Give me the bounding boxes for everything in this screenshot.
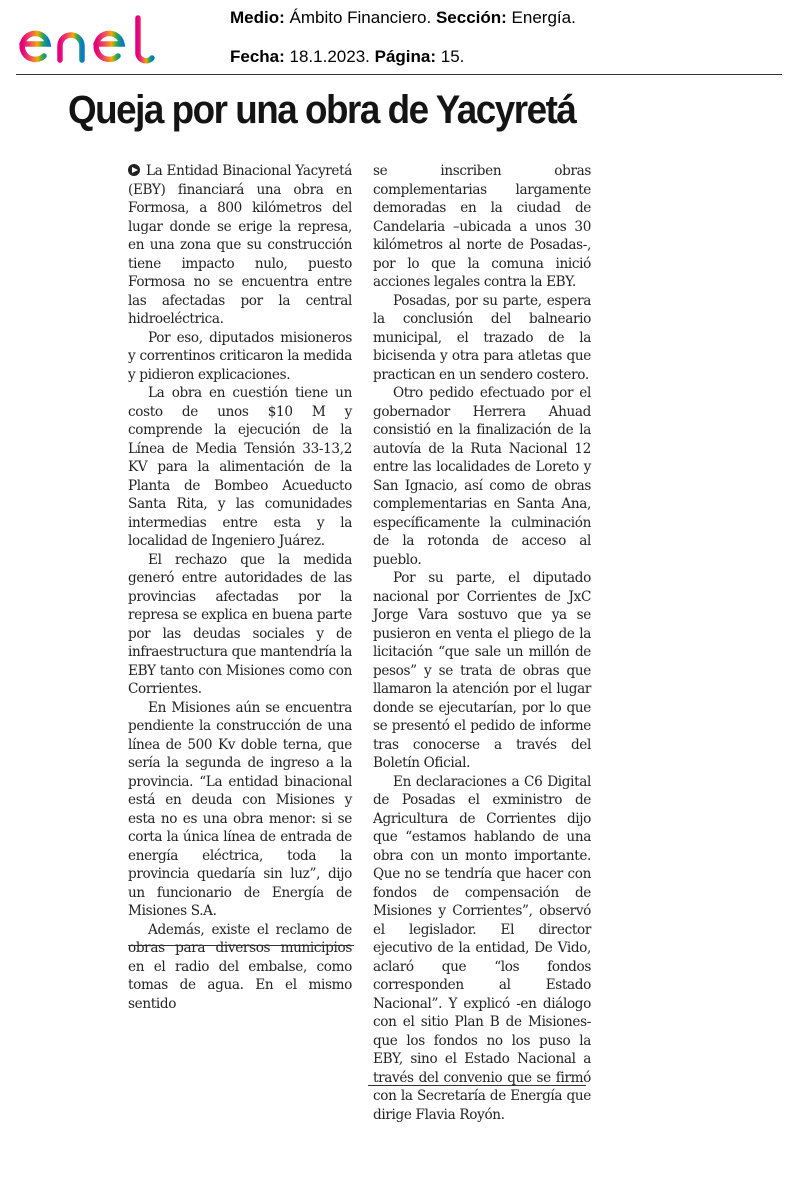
column-1-end-rule: [128, 945, 354, 946]
fecha-label: Fecha:: [230, 47, 285, 66]
play-bullet-icon: [128, 164, 140, 176]
paragraph-6: Además, existe el reclamo de obras para diversos municipios en el radio del embalse, como tomas de agua. En el mismo sentido: [128, 921, 352, 1012]
paragraph-7: se inscriben obras complementarias largamente demoradas en la ciudad de Candelaria –ubicada a unos 30 kilómetros al norte de Posadas-, por lo que la comuna inició acciones legales contra la EBY.: [373, 163, 591, 290]
article-headline: Queja por una obra de Yacyretá: [68, 88, 576, 132]
paragraph-5: En Misiones aún se encuentra pendiente la construcción de una línea de 500 Kv doble terna, que sería la segunda de ingreso a la provincia. “La entidad binacional está en deuda con Misiones y esta no es una obra menor: si se corta la única línea de entrada de energía eléctrica, toda la provincia quedaría sin luz”, dijo un funcionario de Energía de Misiones S.A.: [128, 699, 352, 919]
paragraph-4: El rechazo que la medida generó entre autoridades de las provincias afectadas por la represa se explica en buena parte por las deudas sociales y de infraestructura que mantendría la EBY tanto con Misiones como con Corrientes.: [128, 551, 352, 697]
pagina-value: 15.: [436, 47, 465, 66]
paragraph-10: Por su parte, el diputado nacional por Corrientes de JxC Jorge Vara sostuvo que ya se pusieron en venta el pliego de la licitación “que sale un millón de pesos” y se trata de obras que llamaron la atención por el lugar donde se ejecutarían, por lo que se presentó el pedido de informe tras conocerse a través del Boletín Oficial.: [373, 570, 591, 771]
pagina-label: Página:: [374, 47, 437, 66]
paragraph-2: Por eso, diputados misioneros y correntinos criticaron la medida y pidieron explicaciones.: [128, 329, 352, 383]
header-line-medio: [230, 8, 576, 28]
fecha-value: 18.1.2023.: [284, 47, 375, 66]
seccion-value: Energía.: [506, 8, 576, 27]
article-column-1: [128, 162, 352, 1013]
column-2-end-rule: [368, 1085, 586, 1086]
medio-value: Ámbito Financiero.: [284, 8, 436, 27]
header-line-fecha: [230, 47, 464, 67]
article-column-2: [373, 162, 591, 1124]
enel-logo: [16, 10, 172, 70]
header-divider: [16, 74, 782, 75]
medio-label: Medio:: [230, 8, 285, 27]
paragraph-9: Otro pedido efectuado por el gobernador Herrera Ahuad consistió en la finalización de la autovía de la Ruta Nacional 12 entre las localidades de Loreto y San Ignacio, así como de obras complementarias en Santa Ana, específicamente la culminación de la rotonda de acceso al pueblo.: [373, 385, 591, 568]
seccion-label: Sección:: [435, 8, 507, 27]
paragraph-3: La obra en cuestión tiene un costo de unos $10 M y comprende la ejecución de la Línea de Media Tensión 33-13,2 KV para la alimentación de la Planta de Bombeo Acueducto Santa Rita, y las comunidades intermedias entre esta y la localidad de Ingeniero Juárez.: [128, 385, 352, 549]
paragraph-8: Posadas, por su parte, espera la conclusión del balneario municipal, el trazado de la bicisenda y otra para atletas que practican en un sendero costero.: [373, 292, 591, 383]
paragraph-11: En declaraciones a C6 Digital de Posadas el exministro de Agricultura de Corrientes dijo que “estamos hablando de una obra con un monto importante. Que no se tendría que hacer con fondos de compensación de Misiones y Corrientes”, observó el legislador. El director ejecutivo de la entidad, De Vido, aclaró que “los fondos corresponden al Estado Nacional”. Y explicó -en diálogo con el sitio Plan B de Misiones- que los fondos no los puso la EBY, sino el Estado Nacional a través del convenio que se firmó con la Secretaría de Energía que dirige Flavia Royón.: [373, 773, 591, 1123]
paragraph-1: La Entidad Binacional Yacyretá (EBY) financiará una obra en Formosa, a 800 kilómetros del lugar donde se erige la represa, en una zona que su construcción tiene impacto nulo, puesto Formosa no se encuentra entre las afectadas por la central hidroeléctrica.: [128, 163, 352, 327]
